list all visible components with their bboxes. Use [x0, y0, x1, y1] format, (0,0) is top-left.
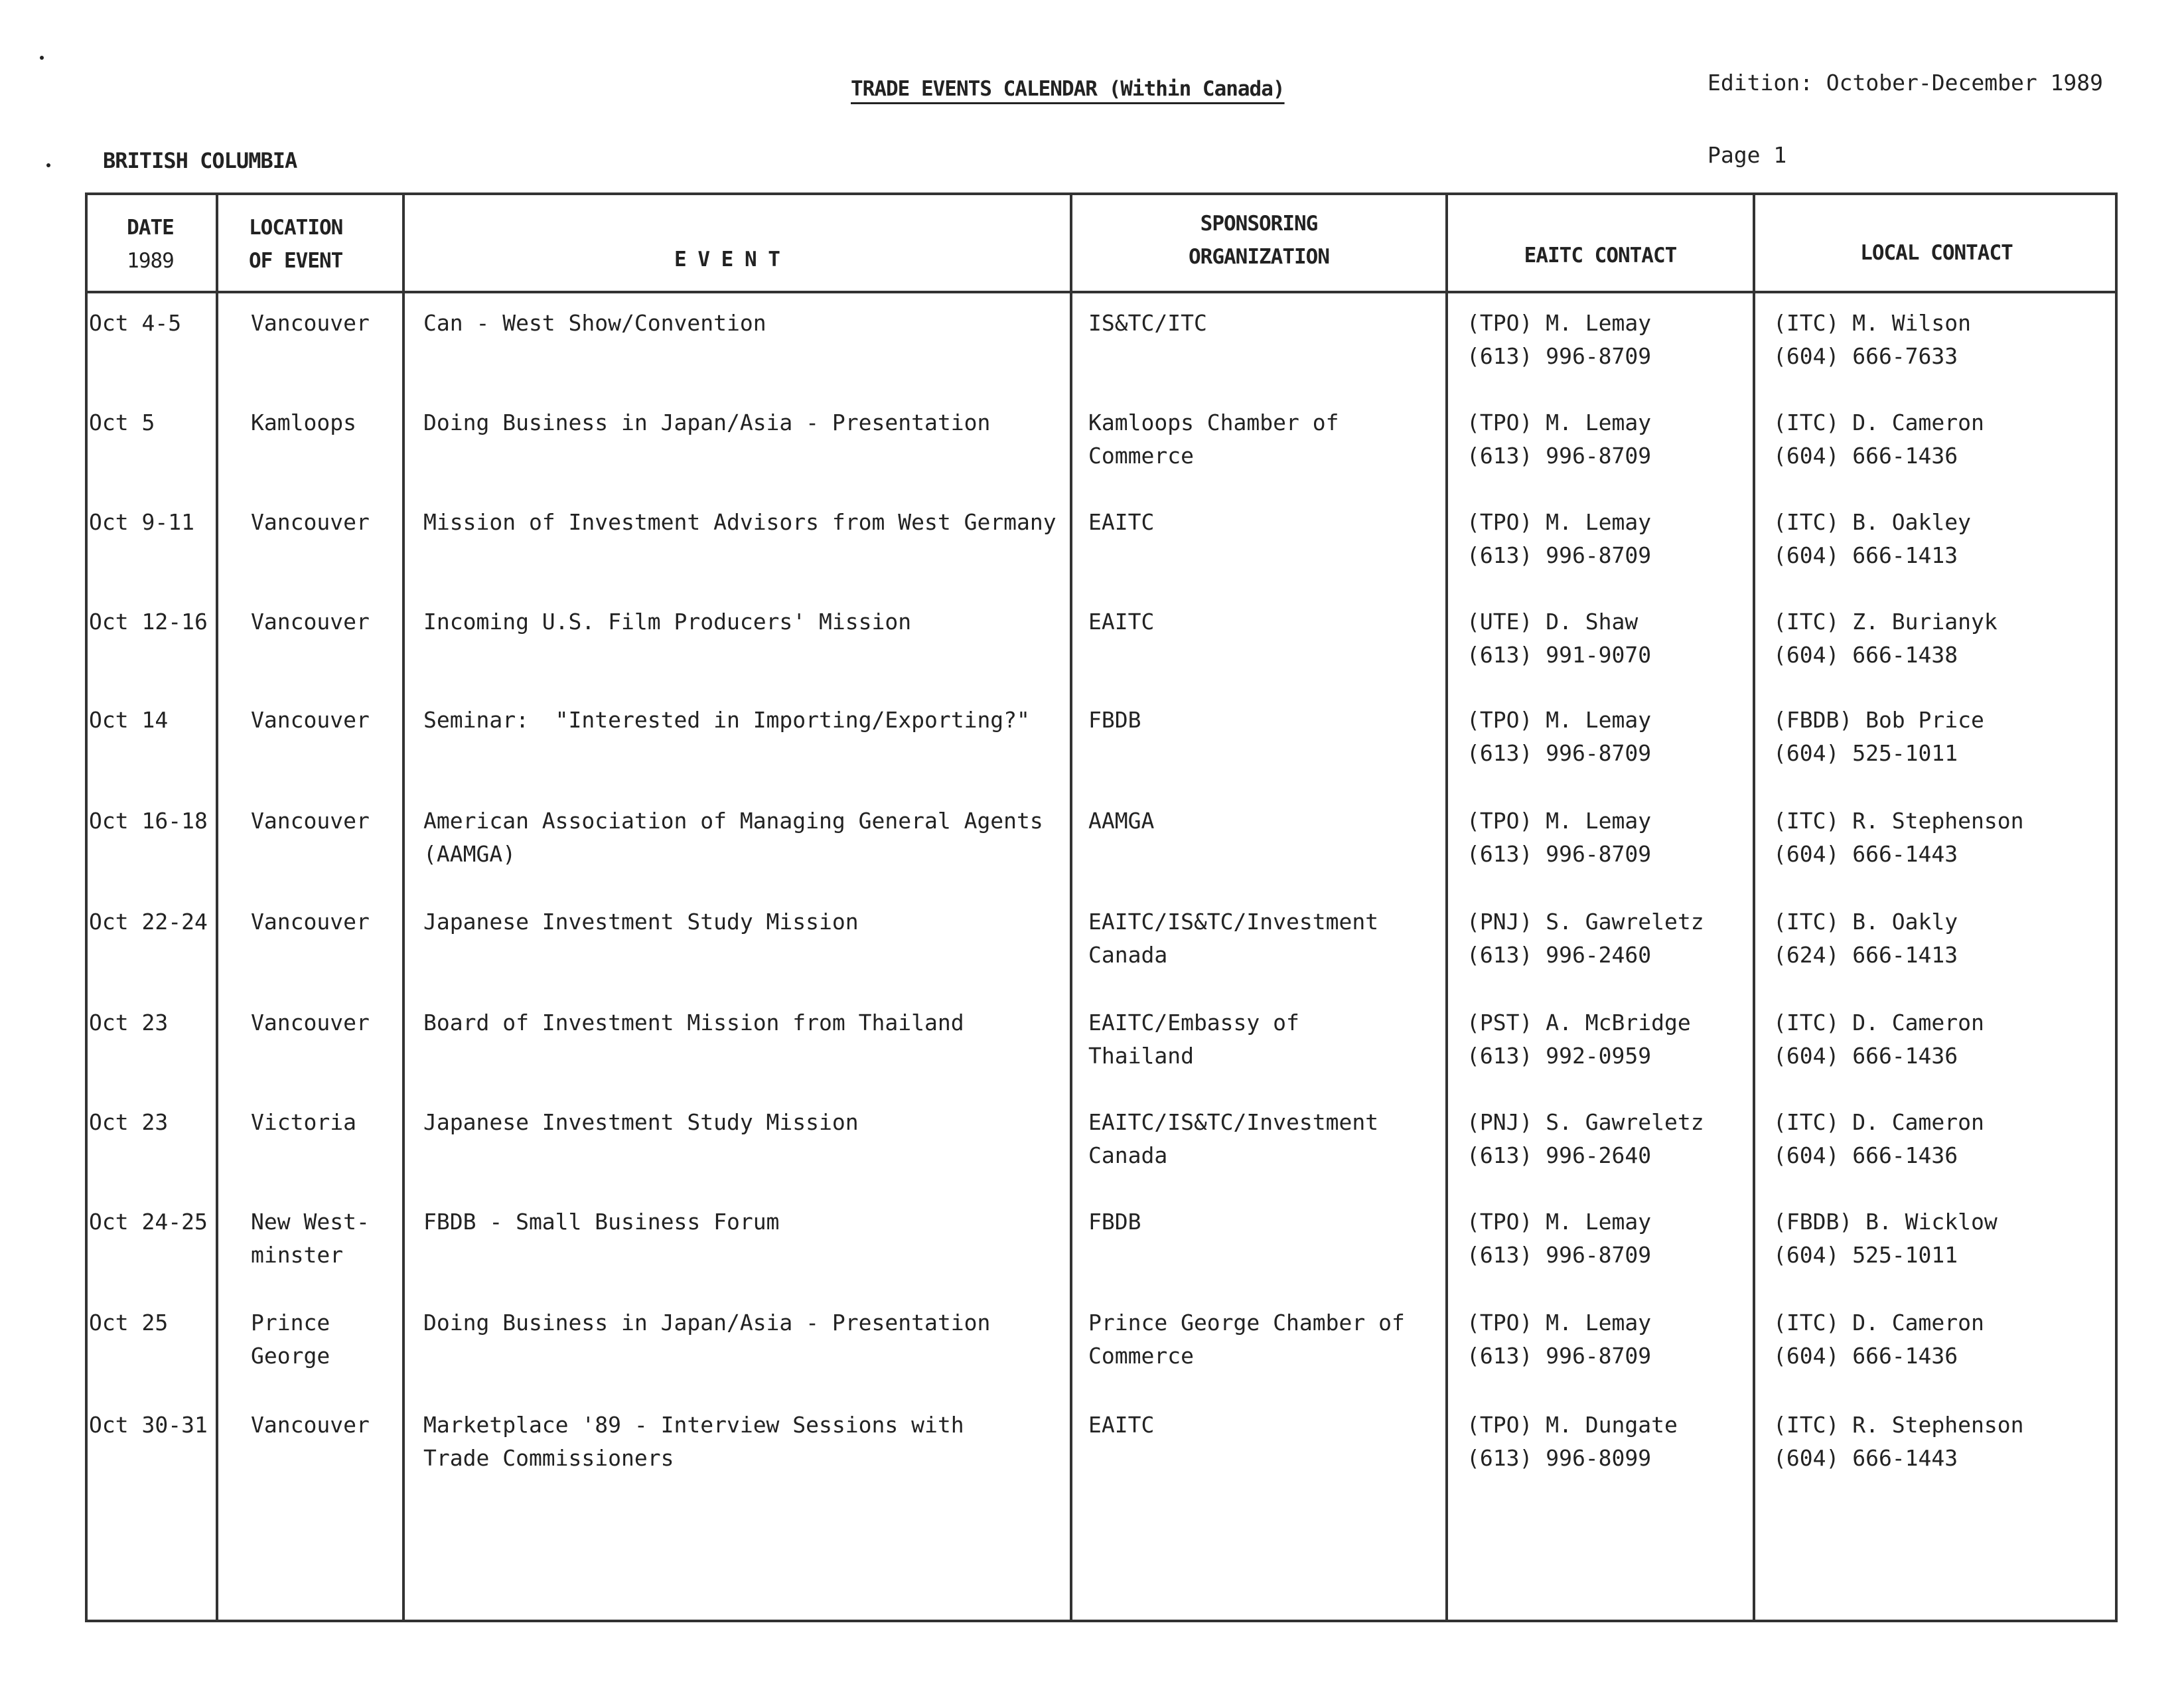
cell-location: Vancouver: [251, 1412, 370, 1438]
cell-local-contact: (ITC) B. Oakly (624) 666-1413: [1773, 909, 1958, 968]
cell-location: Victoria: [251, 1109, 356, 1135]
cell-sponsor: EAITC/Embassy of Thailand: [1088, 1010, 1299, 1069]
cell-event: Incoming U.S. Film Producers' Mission: [423, 609, 912, 635]
cell-eaitc-contact: (TPO) M. Lemay (613) 996-8709: [1467, 310, 1652, 369]
column-divider: [1445, 192, 1448, 1622]
cell-event: Board of Investment Mission from Thailand: [423, 1010, 964, 1035]
date-header-year: 1989: [127, 249, 174, 273]
cell-date: Oct 23: [89, 1010, 169, 1035]
cell-date: Oct 14: [89, 707, 169, 733]
cell-event: American Association of Managing General Agents (AAMGA): [423, 808, 1043, 867]
cell-date: Oct 24-25: [89, 1209, 208, 1235]
cell-local-contact: (ITC) R. Stephenson (604) 666-1443: [1773, 1412, 2024, 1471]
cell-sponsor: EAITC: [1088, 509, 1155, 535]
cell-date: Oct 22-24: [89, 909, 208, 935]
cell-location: Vancouver: [251, 509, 370, 535]
cell-event: Seminar: "Interested in Importing/Exporting?": [423, 707, 1030, 733]
cell-sponsor: IS&TC/ITC: [1088, 310, 1207, 336]
province-heading: BRITISH COLUMBIA: [103, 148, 297, 173]
cell-location: Vancouver: [251, 1010, 370, 1035]
cell-eaitc-contact: (TPO) M. Lemay (613) 996-8709: [1467, 1310, 1652, 1369]
column-header-date: [85, 211, 216, 277]
column-header-location: [249, 211, 342, 277]
column-header-local: LOCAL CONTACT: [1860, 241, 2013, 265]
cell-event: FBDB - Small Business Forum: [423, 1209, 780, 1235]
cell-sponsor: EAITC/IS&TC/Investment Canada: [1088, 909, 1379, 968]
cell-eaitc-contact: (TPO) M. Lemay (613) 996-8709: [1467, 707, 1652, 766]
cell-local-contact: (ITC) M. Wilson (604) 666-7633: [1773, 310, 1972, 369]
cell-date: Oct 12-16: [89, 609, 208, 635]
cell-location: Vancouver: [251, 909, 370, 935]
cell-event: Doing Business in Japan/Asia - Presentation: [423, 410, 991, 435]
cell-eaitc-contact: (TPO) M. Dungate (613) 996-8099: [1467, 1412, 1678, 1471]
cell-date: Oct 16-18: [89, 808, 208, 834]
location-header-line1: LOCATION: [249, 216, 343, 240]
cell-eaitc-contact: (TPO) M. Lemay (613) 996-8709: [1467, 808, 1652, 867]
cell-eaitc-contact: (UTE) D. Shaw (613) 991-9070: [1467, 609, 1652, 668]
cell-sponsor: Prince George Chamber of Commerce: [1088, 1310, 1405, 1369]
cell-local-contact: (FBDB) B. Wicklow (604) 525-1011: [1773, 1209, 1998, 1268]
cell-location: Vancouver: [251, 808, 370, 834]
cell-local-contact: (ITC) D. Cameron (604) 666-1436: [1773, 1310, 1984, 1369]
cell-sponsor: EAITC: [1088, 609, 1155, 635]
cell-local-contact: (ITC) D. Cameron (604) 666-1436: [1773, 1109, 1984, 1168]
cell-sponsor: AAMGA: [1088, 808, 1155, 834]
cell-location: Prince George: [251, 1310, 330, 1369]
cell-event: Japanese Investment Study Mission: [423, 1109, 859, 1135]
cell-date: Oct 4-5: [89, 310, 182, 336]
column-divider: [1753, 192, 1755, 1622]
cell-location: Kamloops: [251, 410, 356, 435]
cell-local-contact: (ITC) R. Stephenson (604) 666-1443: [1773, 808, 2024, 867]
cell-eaitc-contact: (PNJ) S. Gawreletz (613) 996-2460: [1467, 909, 1704, 968]
cell-local-contact: (ITC) B. Oakley (604) 666-1413: [1773, 509, 1972, 568]
cell-event: Japanese Investment Study Mission: [423, 909, 859, 935]
cell-local-contact: (ITC) Z. Burianyk (604) 666-1438: [1773, 609, 1998, 668]
cell-date: Oct 9-11: [89, 509, 194, 535]
page-title: TRADE EVENTS CALENDAR (Within Canada): [851, 77, 1285, 101]
cell-sponsor: FBDB: [1088, 707, 1141, 733]
cell-date: Oct 30-31: [89, 1412, 208, 1438]
date-header-label: DATE: [127, 216, 174, 240]
cell-eaitc-contact: (TPO) M. Lemay (613) 996-8709: [1467, 410, 1652, 469]
margin-dot: [40, 56, 44, 60]
cell-sponsor: EAITC/IS&TC/Investment Canada: [1088, 1109, 1379, 1168]
cell-date: Oct 25: [89, 1310, 169, 1336]
cell-sponsor: FBDB: [1088, 1209, 1141, 1235]
header-divider: [85, 291, 2118, 293]
cell-location: New West- minster: [251, 1209, 370, 1268]
cell-local-contact: (ITC) D. Cameron (604) 666-1436: [1773, 410, 1984, 469]
cell-local-contact: (ITC) D. Cameron (604) 666-1436: [1773, 1010, 1984, 1069]
edition-label: Edition: October-December 1989: [1708, 70, 2104, 96]
column-divider: [402, 192, 405, 1622]
cell-eaitc-contact: (PST) A. McBridge (613) 992-0959: [1467, 1010, 1691, 1069]
cell-location: Vancouver: [251, 609, 370, 635]
cell-event: Marketplace '89 - Interview Sessions with Trade Commissioners: [423, 1412, 964, 1471]
column-divider: [216, 192, 218, 1622]
location-header-line2: OF EVENT: [249, 249, 343, 273]
cell-location: Vancouver: [251, 310, 370, 336]
cell-event: Mission of Investment Advisors from West Germany: [423, 509, 1056, 535]
column-header-sponsor: [1072, 207, 1445, 273]
cell-event: Can - West Show/Convention: [423, 310, 766, 336]
column-header-event: E V E N T: [674, 248, 780, 271]
cell-sponsor: EAITC: [1088, 1412, 1155, 1438]
cell-eaitc-contact: (TPO) M. Lemay (613) 996-8709: [1467, 509, 1652, 568]
cell-eaitc-contact: (PNJ) S. Gawreletz (613) 996-2640: [1467, 1109, 1704, 1168]
column-divider: [1070, 192, 1072, 1622]
cell-local-contact: (FBDB) Bob Price (604) 525-1011: [1773, 707, 1984, 766]
cell-sponsor: Kamloops Chamber of Commerce: [1088, 410, 1339, 469]
sponsor-header-line2: ORGANIZATION: [1189, 245, 1329, 269]
margin-dot: [46, 163, 50, 167]
cell-date: Oct 5: [89, 410, 155, 435]
cell-eaitc-contact: (TPO) M. Lemay (613) 996-8709: [1467, 1209, 1652, 1268]
sponsor-header-line1: SPONSORING: [1200, 212, 1318, 236]
cell-event: Doing Business in Japan/Asia - Presentation: [423, 1310, 991, 1336]
page-number: Page 1: [1708, 142, 1787, 168]
column-header-eaitc: EAITC CONTACT: [1524, 244, 1677, 268]
cell-date: Oct 23: [89, 1109, 169, 1135]
cell-location: Vancouver: [251, 707, 370, 733]
